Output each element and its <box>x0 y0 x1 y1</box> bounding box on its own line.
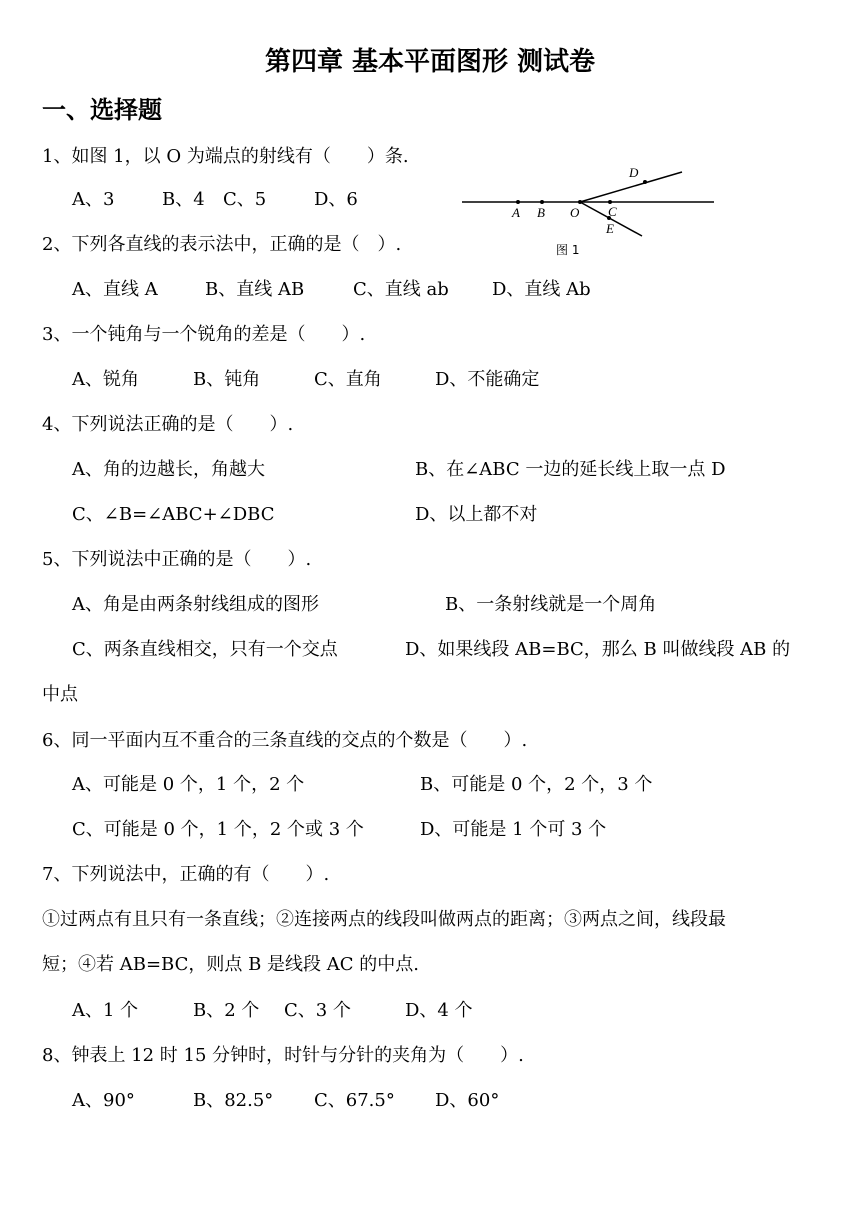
q6-stem: 6、同一平面内互不重合的三条直线的交点的个数是（ ）. <box>42 730 528 751</box>
q5-option-b: B、一条射线就是一个周角 <box>445 594 657 615</box>
label-e: E <box>606 221 614 236</box>
q8-option-b: B、82.5° <box>193 1090 274 1111</box>
q1-option-c: C、5 <box>223 189 267 210</box>
q1-option-d: D、6 <box>314 189 358 210</box>
label-b: B <box>537 205 545 220</box>
q8-option-d: D、60° <box>435 1090 500 1111</box>
q3-stem: 3、一个钝角与一个锐角的差是（ ）. <box>42 324 366 345</box>
label-a: A <box>512 205 520 220</box>
q8-stem: 8、钟表上 12 时 15 分钟时，时针与分针的夹角为（ ）. <box>42 1045 524 1066</box>
q2-option-d: D、直线 Ab <box>492 279 591 300</box>
q5-option-c: C、两条直线相交，只有一个交点 <box>72 639 338 660</box>
label-d: D <box>629 165 639 180</box>
q5-option-a: A、角是由两条射线组成的图形 <box>72 594 319 615</box>
q7-option-a: A、1 个 <box>72 1000 139 1021</box>
q1-stem: 1、如图 1，以 O 为端点的射线有（ ）条. <box>42 146 409 167</box>
q7-option-b: B、2 个 <box>193 1000 260 1021</box>
q7-option-d: D、4 个 <box>405 1000 473 1021</box>
q2-option-b: B、直线 AB <box>205 279 305 300</box>
q8-option-c: C、67.5° <box>314 1090 395 1111</box>
q1-option-a: A、3 <box>72 189 115 210</box>
page-title: 第四章 基本平面图形 测试卷 <box>264 47 596 77</box>
q7-statements-line-2: 短；④若 AB=BC，则点 B 是线段 AC 的中点. <box>42 954 419 975</box>
label-c: C <box>608 204 617 219</box>
q3-option-c: C、直角 <box>314 369 382 390</box>
q2-option-c: C、直线 ab <box>353 279 449 300</box>
q5-stem: 5、下列说法中正确的是（ ）. <box>42 549 312 570</box>
q4-option-c: C、∠B=∠ABC+∠DBC <box>72 504 275 525</box>
figure-caption: 图 1 <box>556 243 580 257</box>
q7-statements-line-1: ①过两点有且只有一条直线；②连接两点的线段叫做两点的距离；③两点之间，线段最 <box>42 909 726 930</box>
q4-option-b: B、在∠ABC 一边的延长线上取一点 D <box>415 459 726 480</box>
q4-option-a: A、角的边越长，角越大 <box>72 459 265 480</box>
q5-option-d: D、如果线段 AB=BC，那么 B 叫做线段 AB 的 <box>405 639 791 660</box>
section-heading: 一、选择题 <box>42 95 162 124</box>
q4-stem: 4、下列说法正确的是（ ）. <box>42 414 294 435</box>
q3-option-b: B、钝角 <box>193 369 261 390</box>
q6-option-c: C、可能是 0 个，1 个，2 个或 3 个 <box>72 819 364 840</box>
q1-option-b: B、4 <box>162 189 205 210</box>
point-b <box>540 200 544 204</box>
q8-option-a: A、90° <box>72 1090 135 1111</box>
point-a <box>516 200 520 204</box>
q2-option-a: A、直线 A <box>72 279 158 300</box>
q6-option-a: A、可能是 0 个，1 个，2 个 <box>72 774 305 795</box>
figure-1-rays-diagram <box>458 160 728 262</box>
q5-option-d-continuation: 中点 <box>42 684 78 705</box>
point-d <box>643 180 647 184</box>
q6-option-b: B、可能是 0 个，2 个，3 个 <box>420 774 653 795</box>
point-o <box>578 200 582 204</box>
q4-option-d: D、以上都不对 <box>415 504 538 525</box>
q7-stem: 7、下列说法中，正确的有（ ）. <box>42 864 330 885</box>
q2-stem: 2、下列各直线的表示法中，正确的是（ ）. <box>42 234 402 255</box>
q6-option-d: D、可能是 1 个可 3 个 <box>420 819 607 840</box>
label-o: O <box>570 205 580 220</box>
q3-option-a: A、锐角 <box>72 369 139 390</box>
q3-option-d: D、不能确定 <box>435 369 540 390</box>
q7-option-c: C、3 个 <box>284 1000 351 1021</box>
